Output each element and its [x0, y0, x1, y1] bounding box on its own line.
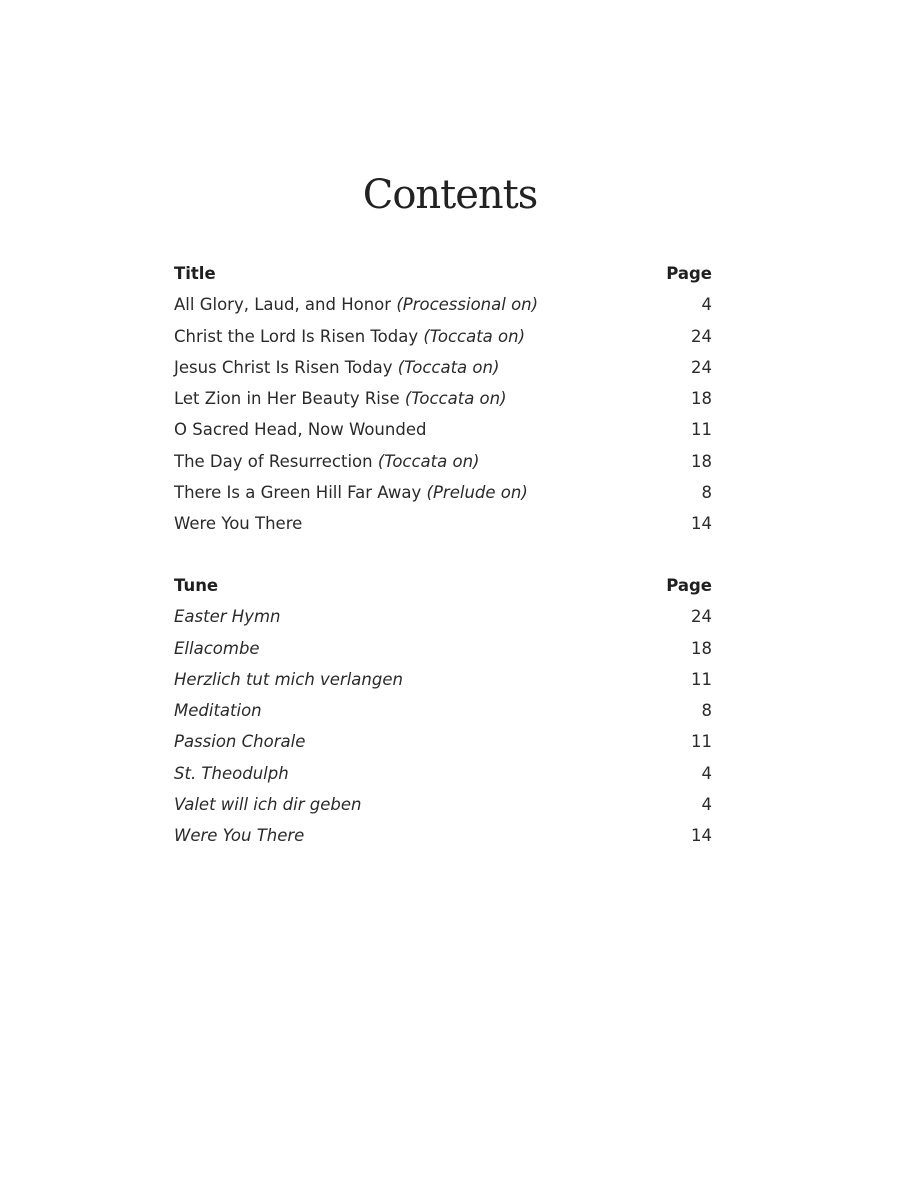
title-index-header [174, 262, 712, 293]
tune-page: 14 [691, 826, 712, 846]
tune-page: 24 [691, 607, 712, 627]
tune-page: 18 [691, 638, 712, 658]
tune-entry [174, 668, 712, 699]
tune-name: Were You There [174, 826, 305, 846]
tune-name: Passion Chorale [174, 732, 306, 752]
page-title: Contents [362, 172, 538, 218]
title-index [174, 262, 712, 544]
toc-entry [174, 325, 712, 356]
toc-entry [174, 293, 712, 324]
entry-title: Jesus Christ Is Risen Today (Toccata on) [174, 357, 500, 377]
entry-page: 14 [691, 514, 712, 534]
tune-entry [174, 605, 712, 636]
toc-entry [174, 512, 712, 543]
page-column-header: Page [666, 264, 712, 283]
toc-entry [174, 356, 712, 387]
toc-entry [174, 481, 712, 512]
tune-page: 8 [701, 701, 712, 721]
title-column-header: Title [174, 264, 216, 283]
tune-page: 11 [691, 669, 712, 689]
entry-page: 24 [691, 326, 712, 346]
tune-name: Meditation [174, 701, 262, 721]
entry-title: There Is a Green Hill Far Away (Prelude on) [174, 483, 528, 503]
tune-name: Easter Hymn [174, 607, 281, 627]
toc-entry [174, 387, 712, 418]
tune-entry [174, 824, 712, 855]
entry-page: 11 [691, 420, 712, 440]
tune-column-header: Tune [174, 576, 219, 595]
entry-page: 18 [691, 451, 712, 471]
tune-entry [174, 637, 712, 668]
tune-name: Valet will ich dir geben [174, 795, 362, 815]
tune-index-header [174, 574, 712, 605]
tune-entry [174, 762, 712, 793]
tune-page: 4 [701, 795, 712, 815]
tune-page: 11 [691, 732, 712, 752]
tune-entry [174, 730, 712, 761]
toc-entry [174, 450, 712, 481]
tune-index [174, 574, 712, 856]
entry-title: The Day of Resurrection (Toccata on) [174, 451, 480, 471]
tune-entry [174, 699, 712, 730]
entry-page: 18 [691, 389, 712, 409]
entry-page: 8 [701, 483, 712, 503]
entry-title: O Sacred Head, Now Wounded [174, 420, 427, 440]
entry-title: Christ the Lord Is Risen Today (Toccata on) [174, 326, 526, 346]
entry-title: Were You There [174, 514, 303, 534]
tune-name: Herzlich tut mich verlangen [174, 669, 403, 689]
entry-title: Let Zion in Her Beauty Rise (Toccata on) [174, 389, 507, 409]
tune-entry [174, 793, 712, 824]
page-column-header: Page [666, 576, 712, 595]
entry-page: 24 [691, 357, 712, 377]
tune-name: Ellacombe [174, 638, 260, 658]
entry-page: 4 [701, 295, 712, 315]
toc-entry [174, 418, 712, 449]
tune-name: St. Theodulph [174, 763, 289, 783]
entry-title: All Glory, Laud, and Honor (Processional on) [174, 295, 539, 315]
tune-page: 4 [701, 763, 712, 783]
